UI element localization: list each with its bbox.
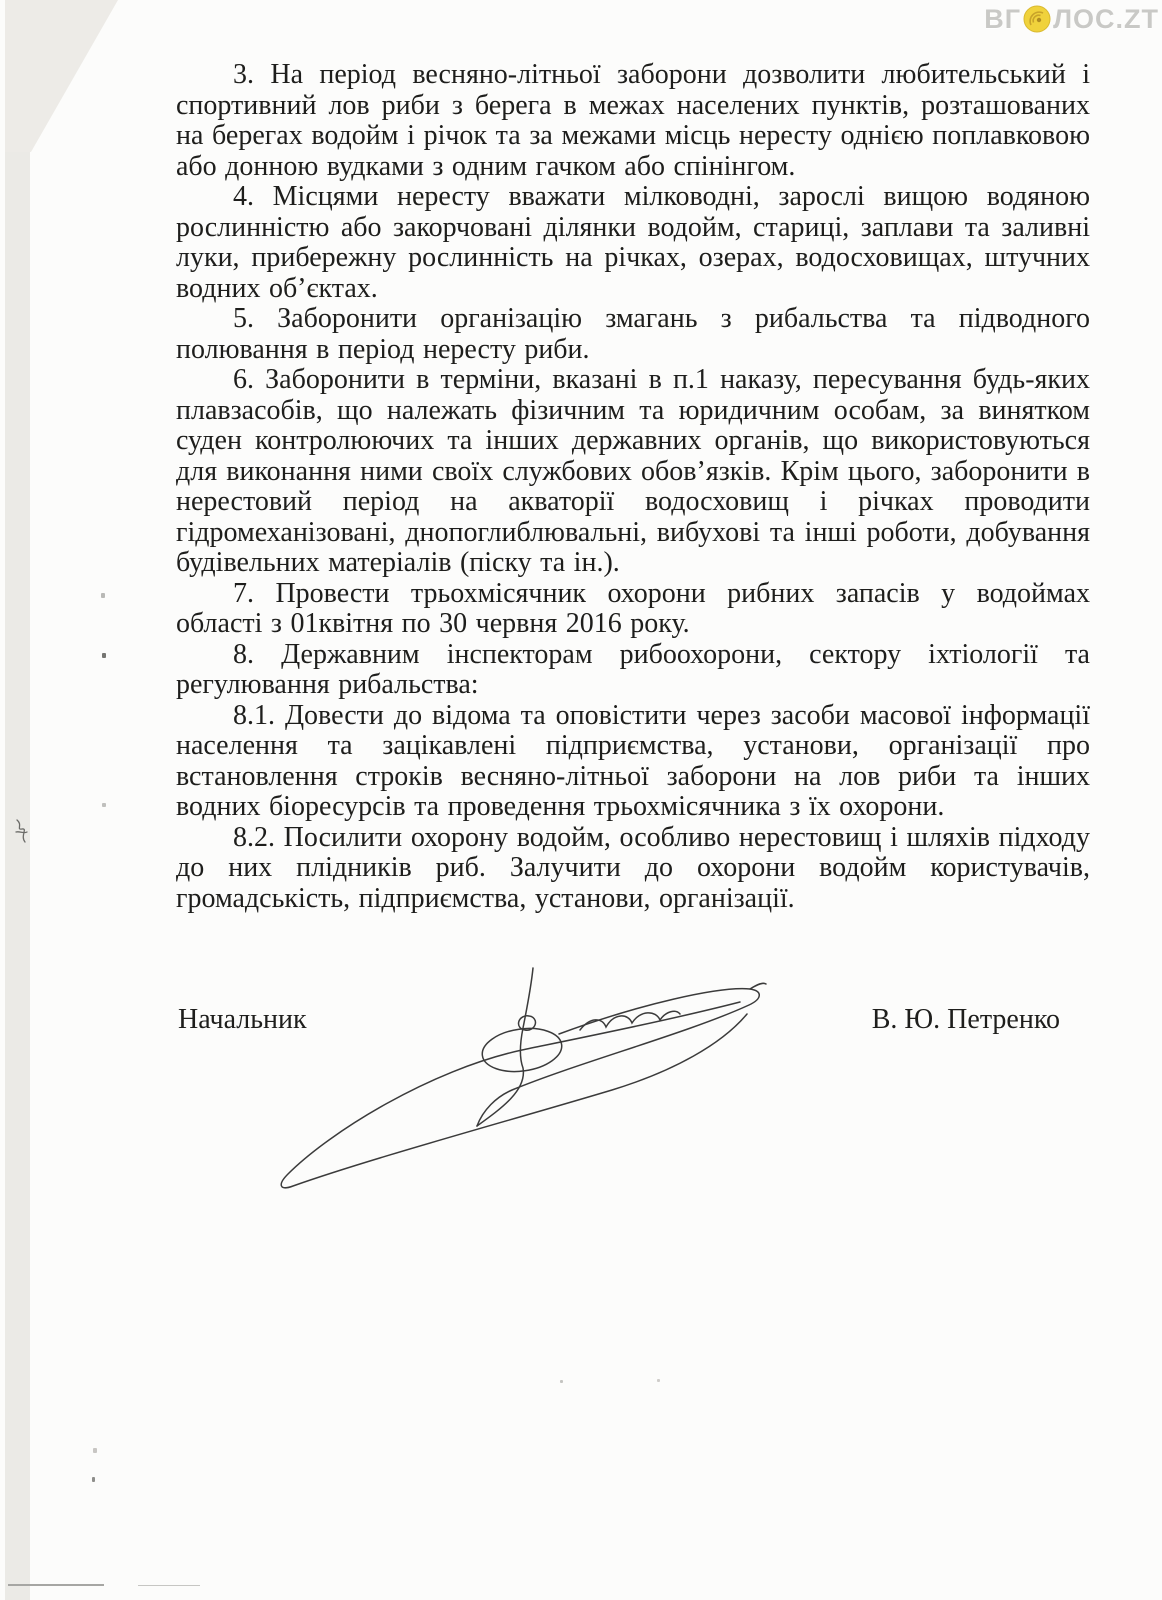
paragraph-8-2: 8.2. Посилити охорону водойм, особливо нерестовищ і шляхів підходу до них плідників риб. Залучити до охорони водойм користувачів, громадськість, підприємства, установи, організації. — [176, 821, 1090, 914]
signer-name: В. Ю. Петренко — [871, 1004, 1060, 1035]
paragraph-8: 8. Державним інспекторам рибоохорони, сектору іхтіології та регулювання рибальства: — [176, 638, 1090, 700]
sound-wave-circle-icon — [1023, 5, 1051, 33]
scan-speck — [102, 653, 106, 658]
paragraph-7: 7. Провести трьохмісячник охорони рибних запасів у водоймах області з 01квітня по 30 червня 2016 року. — [176, 577, 1090, 639]
scan-speck — [93, 1448, 97, 1453]
scan-artifact-dash — [138, 1585, 200, 1586]
signer-title: Начальник — [178, 1004, 307, 1035]
document-body — [176, 60, 1090, 914]
watermark — [984, 3, 1159, 35]
handwritten-signature — [250, 940, 770, 1200]
scan-speck — [560, 1380, 563, 1383]
paragraph-5: 5. Заборонити організацію змагань з рибальства та підводного полювання в період нересту риби. — [176, 303, 1090, 365]
watermark-text-left: ВГ — [984, 3, 1022, 34]
scan-speck — [102, 803, 106, 807]
pen-smudge-mark — [13, 818, 31, 844]
scan-speck — [657, 1379, 660, 1382]
paragraph-3: 3. На період весняно-літньої заборони дозволити любительський і спортивний лов риби з берега в межах населених пунктів, розташованих на берегах водойм і річок та за межами місць нересту однією поплавковою або донною вудками з одним гачком або спінінгом. — [176, 59, 1090, 182]
page-corner-fold — [0, 0, 130, 160]
scan-edge-shadow — [5, 0, 30, 1600]
watermark-text-right: ЛОС.ZT — [1053, 3, 1159, 34]
scan-speck — [92, 1477, 95, 1482]
paragraph-8-1: 8.1. Довести до відома та оповістити через засоби масової інформації населення та зацікавлені підприємства, установи, організації про встановлення строків весняно-літньої заборони на лов риби та інших водних біоресурсів та проведення трьохмісячника з їх охорони. — [176, 699, 1090, 822]
scan-artifact-line — [8, 1584, 104, 1586]
paragraph-4: 4. Місцями нересту вважати мілководні, зарослі вищою водяною рослинністю або закорчовані ділянки водойм, стариці, заплави та заливні луки, прибережну рослинність на річках, озерах, водосховищах, штучних водних об’єктах. — [176, 181, 1090, 304]
paragraph-6: 6. Заборонити в терміни, вказані в п.1 наказу, пересування будь-яких плавзасобів, що належать фізичним та юридичним особам, за винятком суден контролюючих та інших державних органів, що використовуються для виконання ними своїх службових обов’язків. Крім цього, заборонити в нерестовий період на акваторії водосховищ і річках проводити гідромеханізовані, днопоглиблювальні, вибухові та інші роботи, добування будівельних матеріалів (піску та ін.). — [176, 364, 1090, 578]
scan-speck — [101, 593, 105, 598]
